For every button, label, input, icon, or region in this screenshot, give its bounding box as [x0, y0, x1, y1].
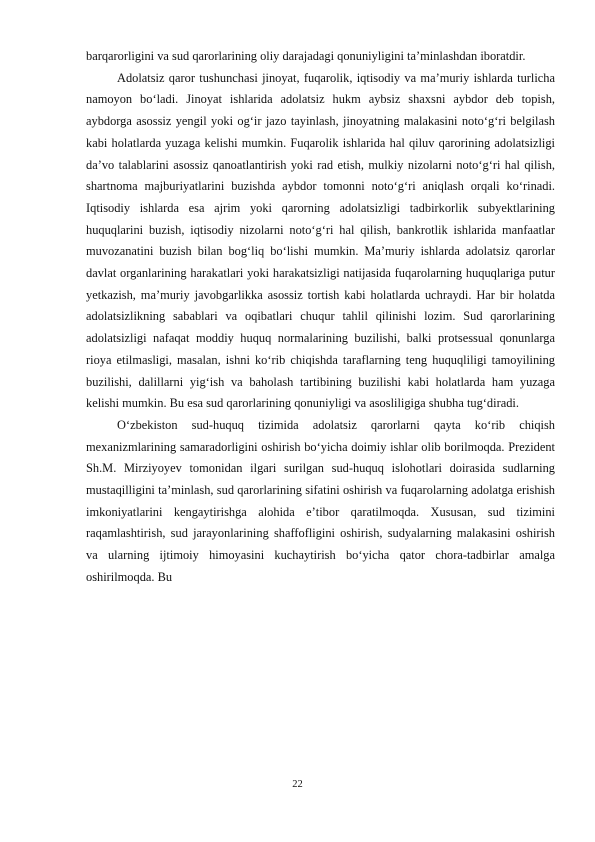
paragraph-judicial-reform: Oʻzbekiston sud-huquq tizimida adolatsiz qarorlarni qayta koʻrib chiqish mexanizmlarining samaradorligini oshirish boʻyicha doimiy ishlar olib borilmoqda. Prezident Sh.M. Mirziyoyev tomonidan ilgari surilgan sud-huquq islohotlari doirasida sudlarning mustaqilligini taʼminlash, sud qarorlarining sifatini oshirish va fuqarolarning adolatga erishish imkoniyatlarini kengaytirishga alohida eʼtibor qaratilmoqda. Xususan, sud tizimini raqamlashtirish, sud jarayonlarining shaffofligini oshirish, sudyalarning malakasini oshirish va ularning ijtimoiy himoyasini kuchaytirish boʻyicha qator chora-tadbirlar amalga oshirilmoqda. Bu	[86, 417, 555, 584]
paragraph-unjust-decision: Adolatsiz qaror tushunchasi jinoyat, fuqarolik, iqtisodiy va maʼmuriy ishlarda turlicha namoyon boʻladi. Jinoyat ishlarida adolatsiz hukm aybsiz shaxsni aybdor deb topish, aybdorga asossiz yengil yoki ogʻir jazo tayinlash, jinoyatning malakasini notoʻgʻri belgilash kabi holatlarda yuzaga kelishi mumkin. Fuqarolik ishlarida hal qiluv qarorining adolatsizligi daʼvo talablarini asossiz qanoatlantirish yoki rad etish, mulkiy nizolarni notoʻgʻri hal qilish, shartnoma majburiyatlarini buzishda aybdor tomonni notoʻgʻri aniqlash orqali koʻrinadi. Iqtisodiy ishlarda esa ajrim yoki qarorning adolatsizligi tadbirkorlik subyektlarining huquqlarini buzish, iqtisodiy nizolarni notoʻgʻri hal qilish, bankrotlik ishlarida manfaatlar muvozanatini buzish bilan bogʻliq boʻlishi mumkin. Maʼmuriy ishlarda adolatsiz qarorlar davlat organlarining harakatlari yoki harakatsizligi natijasida fuqarolarning huquqlariga putur yetkazish, maʼmuriy javobgarlikka asossiz tortish kabi holatlarda uchraydi. Har bir holatda adolatsizlikning sabablari va oqibatlari chuqur tahlil qilinishi lozim. Sud qarorlarining adolatsizligi nafaqat moddiy huquq normalarining buzilishi, balki protsessual qonunlarga rioya etilmasligi, masalan, ishni koʻrib chiqishda taraflarning teng huquqliligi tamoyilining buzilishi, dalillarni yigʻish va baholash tartibining buzilishi kabi holatlarda ham yuzaga kelishi mumkin. Bu esa sud qarorlarining qonuniyligi va asosliligiga shubha tugʻdiradi.	[86, 70, 555, 411]
paragraph-continuation: barqarorligini va sud qarorlarining oliy darajadagi qonuniyligini taʼminlashdan iboratdir.	[86, 49, 526, 63]
document-body	[86, 46, 555, 589]
page-number: 22	[292, 779, 303, 790]
